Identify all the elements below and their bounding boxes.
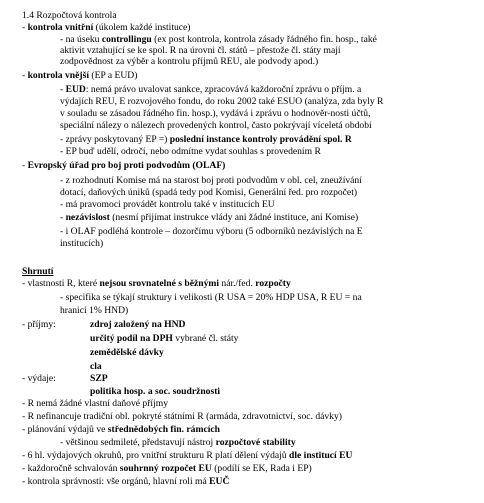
income-item: zemědělské dávky bbox=[90, 347, 164, 358]
internal-control-line: - na úseku controllingu (ex post kontrola, kontrola zásady řádného fin. hosp., také bbox=[60, 34, 377, 45]
summary-line: - 6 hl. výdajových okruhů, pro vnitřní strukturu R platí dělení výdajů dle institucí EU bbox=[22, 450, 353, 461]
income-label: - příjmy: bbox=[22, 319, 56, 330]
olaf-line: institucích) bbox=[60, 238, 104, 249]
summary-line: - kontrola správnosti: vše orgánů, hlavní roli má EUČ bbox=[22, 476, 230, 487]
summary-line: - R nemá žádné vlastní daňové příjmy bbox=[22, 398, 168, 409]
olaf-line: - nezávislost (nesmí přijímat instrukce vlády ani žádné instituce, ani Komise) bbox=[60, 212, 359, 223]
internal-control-line: aktivit vztahující se ke spol. R na úrovni čl. států – přestože čl. státy mají bbox=[60, 45, 341, 56]
income-item: určitý podíl na DPH vybrané čl. státy bbox=[90, 333, 239, 344]
summary-line: - vlastnosti R, které nejsou srovnatelné s běžnými nár./fed. rozpočty bbox=[22, 278, 291, 289]
expense-label: - výdaje: bbox=[22, 373, 56, 384]
olaf-line: - z rozhodnutí Komise má na starost boj proti podvodům v obl. cel, zneužívání bbox=[60, 175, 362, 186]
summary-line: - specifika se týkají struktury i velikosti (R USA = 20% HDP USA, R EU = na bbox=[60, 292, 362, 303]
ep-approval-line: - EP buď udělí, odročí, nebo odmítne vydat souhlas s provedením R bbox=[60, 146, 321, 157]
ep-report-line: - zprávy poskytovaný EP =) poslední instance kontroly provádění spol. R bbox=[60, 134, 352, 145]
summary-line: - R nefinancuje tradiční obl. pokryté státními R (armáda, zdravotnictví, soc. dávky) bbox=[22, 411, 342, 422]
eud-line: v souladu se zásadou řádného fin. hosp.), vydává i zprávu o hodnověr-nosti účtů, bbox=[60, 108, 371, 119]
summary-line: hranici 1% HND) bbox=[60, 305, 129, 316]
expense-item: politika hosp. a soc. soudržnosti bbox=[90, 386, 221, 397]
olaf-heading: - Evropský úřad pro boj proti podvodům (OLAF) bbox=[22, 160, 226, 171]
internal-control-heading: - kontrola vnitřní (úkolem každé instituce) bbox=[22, 22, 191, 33]
internal-control-line: zodpovědnost za výběr a kontrolu příjmů REU, ale podvody apod.) bbox=[60, 56, 319, 67]
section-title: 1.4 Rozpočtová kontrola bbox=[22, 10, 117, 21]
olaf-line: - má pravomoci provádět kontrolu také v institucích EU bbox=[60, 199, 275, 210]
olaf-line: - i OLAF podléhá kontrole – dozorčímu výboru (5 odborníků nezávislých na E bbox=[60, 226, 363, 237]
eud-line: výdajích REU, E rozvojového fondu, do roku 2002 také ESUO (analýza, zda byly R bbox=[60, 96, 384, 107]
summary-line: - každoročně schvalován souhrnný rozpočet EU (podílí se EK, Rada i EP) bbox=[22, 463, 312, 474]
income-item: zdroj založený na HND bbox=[90, 319, 186, 330]
expense-item: SZP bbox=[90, 373, 108, 384]
olaf-line: dotací, daňových úniků (spadá tedy pod Komisi, Generální řed. pro rozpočet) bbox=[60, 187, 358, 198]
summary-title: Shrnutí bbox=[22, 266, 54, 277]
eud-line: speciální nálezy o nálezech provedených kontrol, často pokrývají víceletá období bbox=[60, 120, 372, 131]
external-control-heading: - kontrola vnější (EP a EUD) bbox=[22, 70, 138, 81]
summary-line: - většinou sedmileté, představují nástroj rozpočtové stability bbox=[60, 437, 296, 448]
income-item: cla bbox=[90, 361, 102, 372]
summary-line: - plánování výdajů ve střednědobých fin. rámcích bbox=[22, 424, 220, 435]
eud-line: - EUD: nemá právo uvalovat sankce, zpracovává každoroční zprávu o příjm. a bbox=[60, 84, 362, 95]
